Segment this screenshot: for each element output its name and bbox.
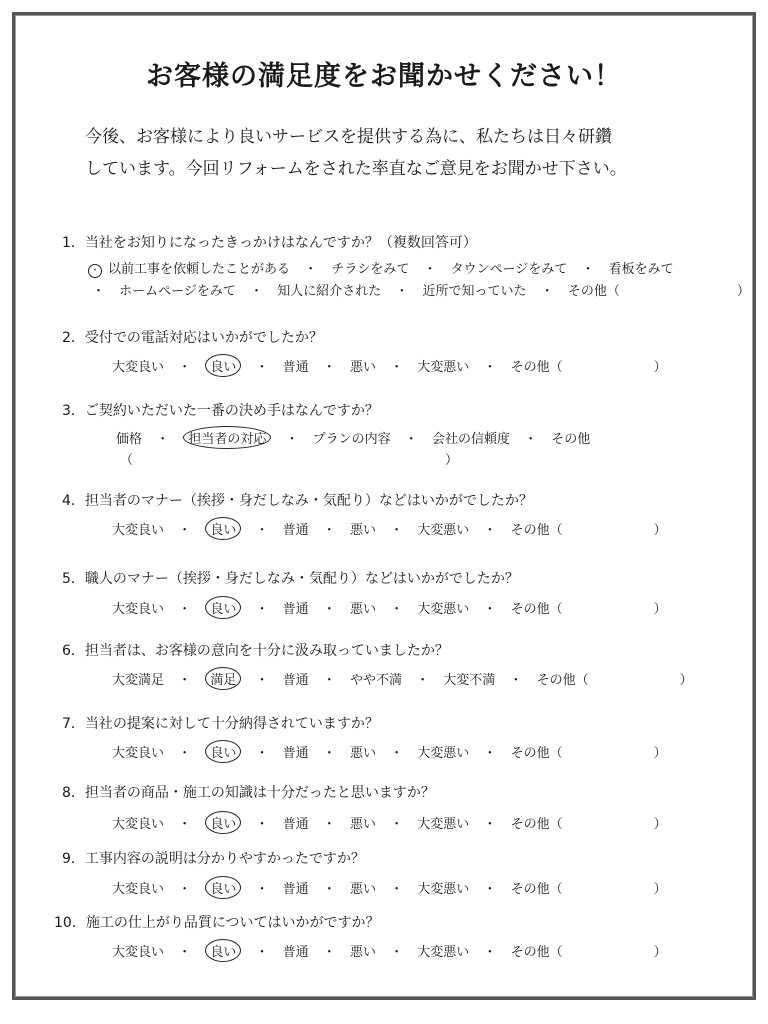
- q7-option[interactable]: 悪い: [349, 746, 376, 761]
- q10-options: 大変良い ・ 良い ・ 普通 ・ 悪い ・ 大変悪い ・ その他（ ）: [112, 939, 667, 962]
- q9-option[interactable]: 大変悪い: [417, 882, 470, 897]
- q7-options: 大変良い ・ 良い ・ 普通 ・ 悪い ・ 大変悪い ・ その他（ ）: [112, 740, 667, 763]
- q2-option[interactable]: 大変悪い: [417, 360, 470, 375]
- q8-options: 大変良い ・ 良い ・ 普通 ・ 悪い ・ 大変悪い ・ その他（ ）: [112, 811, 667, 834]
- q4-option[interactable]: 大変良い: [112, 523, 165, 538]
- q1-option[interactable]: その他（ ）: [567, 284, 750, 299]
- q5-option[interactable]: 大変良い: [112, 602, 165, 617]
- q1-option[interactable]: 近所で知っていた: [422, 284, 527, 299]
- q3-option[interactable]: 会社の信頼度: [431, 432, 510, 447]
- q2-option[interactable]: 悪い: [349, 360, 376, 375]
- q6-option[interactable]: 大変不満: [443, 673, 496, 688]
- q8-option[interactable]: 悪い: [349, 817, 376, 832]
- q8-option[interactable]: 大変悪い: [417, 817, 470, 832]
- page-title: お客様の満足度をお聞かせください！: [146, 61, 622, 92]
- q9-option[interactable]: 普通: [282, 882, 309, 897]
- question-9: 9．工事内容の説明は分かりやすかったですか？: [62, 851, 365, 867]
- question-6: 6．担当者は、お客様の意向を十分に汲み取っていましたか？: [62, 643, 449, 659]
- q4-option-selected[interactable]: 良い: [205, 517, 241, 540]
- q2-option-selected[interactable]: 良い: [205, 354, 241, 377]
- q10-option-selected[interactable]: 良い: [205, 939, 241, 962]
- q7-option[interactable]: 大変良い: [112, 746, 165, 761]
- q8-option[interactable]: 大変良い: [112, 817, 165, 832]
- q10-option[interactable]: 普通: [282, 945, 309, 960]
- q8-option[interactable]: その他（ ）: [510, 817, 667, 832]
- circle-check-icon: ・: [88, 264, 102, 278]
- question-4: 4．担当者のマナー（挨拶・身だしなみ・気配り）などはいかがでしたか？: [62, 493, 533, 509]
- q6-option[interactable]: その他（ ）: [536, 673, 693, 688]
- q4-option[interactable]: その他（ ）: [510, 523, 667, 538]
- q9-option[interactable]: その他（ ）: [510, 882, 667, 897]
- question-3: 3．ご契約いただいた一番の決め手はなんですか？: [62, 403, 379, 419]
- q3-option[interactable]: その他: [551, 432, 591, 447]
- q1-option[interactable]: 知人に紹介された: [277, 284, 382, 299]
- q10-option[interactable]: 大変悪い: [417, 945, 470, 960]
- q1-option[interactable]: 看板をみて: [608, 262, 674, 277]
- q3-option[interactable]: 価格: [116, 432, 143, 447]
- q7-option[interactable]: 大変悪い: [417, 746, 470, 761]
- q8-option-selected[interactable]: 良い: [205, 811, 241, 834]
- q9-option-selected[interactable]: 良い: [205, 876, 241, 899]
- q6-option[interactable]: やや不満: [349, 673, 402, 688]
- q4-options: 大変良い ・ 良い ・ 普通 ・ 悪い ・ 大変悪い ・ その他（ ）: [112, 517, 667, 540]
- q3-option[interactable]: プランの内容: [312, 432, 391, 447]
- intro-line-2: しています。今回リフォームをされた率直なご意見をお聞かせ下さい。: [85, 159, 627, 179]
- q4-option[interactable]: 普通: [282, 523, 309, 538]
- q3-options: 価格 ・ 担当者の対応 ・ プランの内容 ・ 会社の信頼度 ・ その他: [116, 426, 590, 449]
- q2-options: 大変良い ・ 良い ・ 普通 ・ 悪い ・ 大変悪い ・ その他（ ）: [112, 354, 667, 377]
- q6-option[interactable]: 大変満足: [112, 673, 165, 688]
- q5-option[interactable]: 大変悪い: [417, 602, 470, 617]
- q2-option[interactable]: 大変良い: [112, 360, 165, 375]
- q6-option-selected[interactable]: 満足: [205, 667, 241, 690]
- question-2: 2．受付での電話対応はいかがでしたか？: [62, 330, 323, 346]
- question-1: 1．当社をお知りになったきっかけはなんですか？（複数回答可）: [62, 235, 477, 251]
- q2-option[interactable]: 普通: [282, 360, 309, 375]
- q3-other-blank[interactable]: （ ）: [120, 453, 459, 468]
- q1-option[interactable]: チラシをみて: [331, 262, 410, 277]
- q5-option[interactable]: その他（ ）: [510, 602, 667, 617]
- intro-line-1: 今後、お客様により良いサービスを提供する為に、私たちは日々研鑽: [85, 127, 612, 147]
- q1-options-row1: ・ 以前工事を依頼したことがある ・ チラシをみて ・ タウンページをみて ・ 看板をみて: [88, 258, 674, 278]
- q5-option[interactable]: 悪い: [349, 602, 376, 617]
- q6-options: 大変満足 ・ 満足 ・ 普通 ・ やや不満 ・ 大変不満 ・ その他（ ）: [112, 667, 693, 690]
- q10-option[interactable]: 大変良い: [112, 945, 165, 960]
- q1-option[interactable]: ホームページをみて: [119, 284, 236, 299]
- q4-option[interactable]: 悪い: [349, 523, 376, 538]
- q5-options: 大変良い ・ 良い ・ 普通 ・ 悪い ・ 大変悪い ・ その他（ ）: [112, 596, 667, 619]
- q1-options-row2: ・ ホームページをみて ・ 知人に紹介された ・ 近所で知っていた ・ その他（ ）: [92, 280, 750, 299]
- q5-option-selected[interactable]: 良い: [205, 596, 241, 619]
- question-8: 8．担当者の商品・施工の知識は十分だったと思いますか？: [62, 785, 435, 801]
- q10-option[interactable]: その他（ ）: [510, 945, 667, 960]
- q7-option-selected[interactable]: 良い: [205, 740, 241, 763]
- q7-option[interactable]: その他（ ）: [510, 746, 667, 761]
- q9-options: 大変良い ・ 良い ・ 普通 ・ 悪い ・ 大変悪い ・ その他（ ）: [112, 876, 667, 899]
- q9-option[interactable]: 悪い: [349, 882, 376, 897]
- q2-option[interactable]: その他（ ）: [510, 360, 667, 375]
- question-10: 10．施工の仕上がり品質についてはいかがですか？: [54, 915, 380, 931]
- q4-option[interactable]: 大変悪い: [417, 523, 470, 538]
- q1-option[interactable]: 以前工事を依頼したことがある: [108, 262, 291, 277]
- q9-option[interactable]: 大変良い: [112, 882, 165, 897]
- q1-option[interactable]: タウンページをみて: [450, 262, 568, 277]
- q3-option-selected[interactable]: 担当者の対応: [183, 426, 271, 449]
- question-5: 5．職人のマナー（挨拶・身だしなみ・気配り）などはいかがでしたか？: [62, 571, 519, 587]
- q5-option[interactable]: 普通: [282, 602, 309, 617]
- question-7: 7．当社の提案に対して十分納得されていますか？: [62, 716, 379, 732]
- q10-option[interactable]: 悪い: [349, 945, 376, 960]
- q6-option[interactable]: 普通: [282, 673, 309, 688]
- q7-option[interactable]: 普通: [282, 746, 309, 761]
- q8-option[interactable]: 普通: [282, 817, 309, 832]
